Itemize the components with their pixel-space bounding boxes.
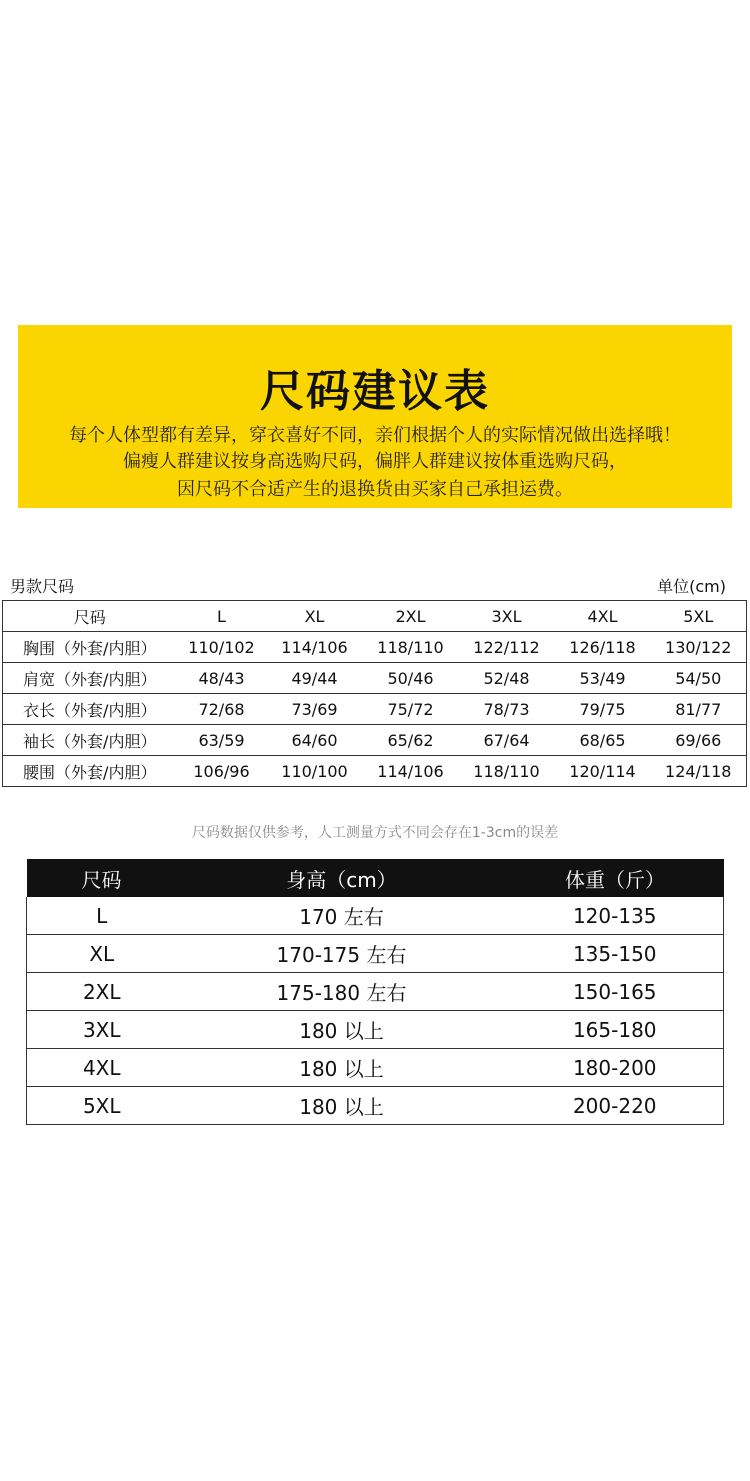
table-cell: 68/65: [555, 725, 651, 756]
table-cell: 106/96: [177, 756, 267, 787]
table-row: [27, 973, 724, 1011]
table-row: [27, 935, 724, 973]
table-cell: 200-220: [507, 1087, 724, 1125]
table-cell: 114/106: [267, 632, 363, 663]
height-weight-table: [26, 859, 724, 1125]
table-cell: 75/72: [363, 694, 459, 725]
table-cell: 180 以上: [177, 1087, 507, 1125]
banner-line-1: 每个人体型都有差异，穿衣喜好不同，亲们根据个人的实际情况做出选择哦！: [69, 425, 681, 446]
table-cell: 63/59: [177, 725, 267, 756]
table-cell: 150-165: [507, 973, 724, 1011]
table-cell: 81/77: [651, 694, 747, 725]
table-cell: 50/46: [363, 663, 459, 694]
header-cell: 身高（cm）: [177, 859, 507, 897]
table-cell: 2XL: [27, 973, 177, 1011]
row-label: 袖长（外套/内胆）: [3, 725, 177, 756]
table-row: [3, 725, 747, 756]
table-cell: 3XL: [27, 1011, 177, 1049]
table-cell: 110/100: [267, 756, 363, 787]
table-cell: 118/110: [459, 756, 555, 787]
header-cell: 5XL: [651, 601, 747, 632]
table-cell: 170-175 左右: [177, 935, 507, 973]
table1-caption: 男款尺码: [10, 577, 75, 596]
table-cell: XL: [27, 935, 177, 973]
header-cell: 体重（斤）: [507, 859, 724, 897]
table-cell: 65/62: [363, 725, 459, 756]
table-row: [3, 663, 747, 694]
header-cell: 2XL: [363, 601, 459, 632]
measurement-table: [2, 600, 747, 787]
banner-line-3: 因尺码不合适产生的退换货由买家自己承担运费。: [177, 479, 573, 500]
table-cell: 69/66: [651, 725, 747, 756]
header-cell: L: [177, 601, 267, 632]
table-cell: 130/122: [651, 632, 747, 663]
table-row: [27, 897, 724, 935]
header-cell: 尺码: [27, 859, 177, 897]
table-cell: 79/75: [555, 694, 651, 725]
table-cell: 54/50: [651, 663, 747, 694]
table-header-row: [27, 859, 724, 897]
banner-line-2: 偏瘦人群建议按身高选购尺码，偏胖人群建议按体重选购尺码，: [123, 451, 627, 472]
table-row: [27, 1011, 724, 1049]
table-cell: 48/43: [177, 663, 267, 694]
table-cell: 122/112: [459, 632, 555, 663]
table-cell: 110/102: [177, 632, 267, 663]
table-cell: 126/118: [555, 632, 651, 663]
row-label: 腰围（外套/内胆）: [3, 756, 177, 787]
table-row: [3, 756, 747, 787]
table-row: [3, 694, 747, 725]
table1-unit: 单位(cm): [657, 577, 726, 596]
table-cell: 180 以上: [177, 1049, 507, 1087]
table-row: [27, 1049, 724, 1087]
table-row: [3, 632, 747, 663]
table-cell: 120-135: [507, 897, 724, 935]
row-label: 肩宽（外套/内胆）: [3, 663, 177, 694]
table-cell: 180-200: [507, 1049, 724, 1087]
banner-title: 尺码建议表: [260, 366, 490, 417]
table-cell: 53/49: [555, 663, 651, 694]
table-cell: 114/106: [363, 756, 459, 787]
table-cell: 72/68: [177, 694, 267, 725]
header-cell: 尺码: [3, 601, 177, 632]
table-cell: 67/64: [459, 725, 555, 756]
table-cell: 52/48: [459, 663, 555, 694]
table-cell: 73/69: [267, 694, 363, 725]
table-row: [27, 1087, 724, 1125]
table-cell: 120/114: [555, 756, 651, 787]
table-cell: 170 左右: [177, 897, 507, 935]
header-cell: 3XL: [459, 601, 555, 632]
table-cell: L: [27, 897, 177, 935]
table-cell: 4XL: [27, 1049, 177, 1087]
header-cell: 4XL: [555, 601, 651, 632]
table-cell: 78/73: [459, 694, 555, 725]
row-label: 胸围（外套/内胆）: [3, 632, 177, 663]
row-label: 衣长（外套/内胆）: [3, 694, 177, 725]
size-recommendation-banner: [18, 325, 732, 508]
table-cell: 135-150: [507, 935, 724, 973]
header-cell: XL: [267, 601, 363, 632]
table-cell: 64/60: [267, 725, 363, 756]
table-cell: 124/118: [651, 756, 747, 787]
table-cell: 49/44: [267, 663, 363, 694]
table-cell: 180 以上: [177, 1011, 507, 1049]
table-cell: 165-180: [507, 1011, 724, 1049]
measurement-note: 尺码数据仅供参考，人工测量方式不同会存在1-3cm的误差: [191, 825, 559, 841]
table-cell: 175-180 左右: [177, 973, 507, 1011]
table-cell: 5XL: [27, 1087, 177, 1125]
table-cell: 118/110: [363, 632, 459, 663]
table-header-row: [3, 601, 747, 632]
